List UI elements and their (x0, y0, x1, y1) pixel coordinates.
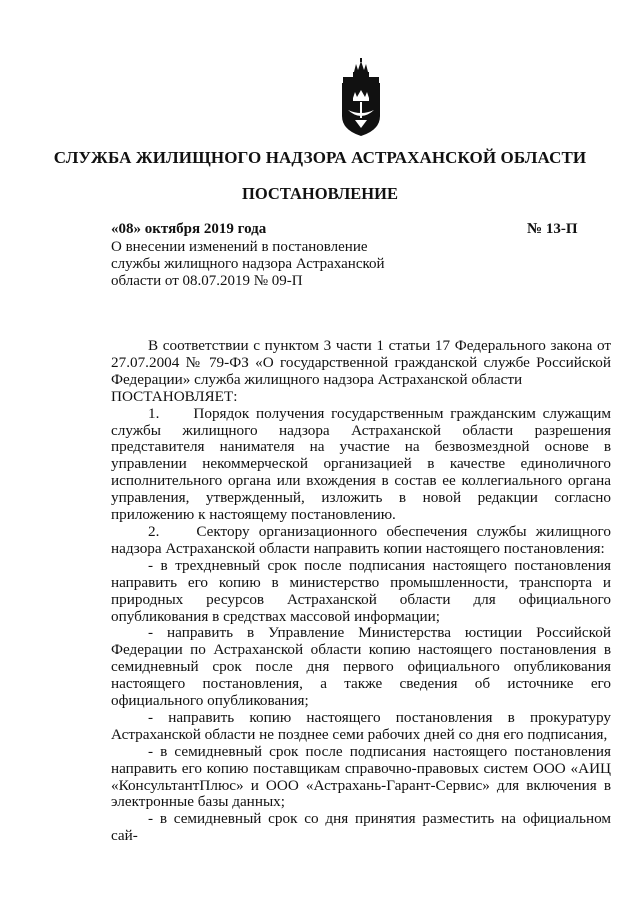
document-body (111, 338, 611, 845)
subject-line: области от 08.07.2019 № 09-П (111, 272, 303, 289)
subject-line: службы жилищного надзора Астраханской (111, 255, 385, 272)
bullet-paragraph: - направить копию настоящего постановления в прокуратуру Астраханской области не позднее семи рабочих дней со дня его подписания, (111, 708, 611, 743)
bullet-paragraph: - направить в Управление Министерства юстиции Российской Федерации по Астраханской области копию настоящего постановления в семидневный срок после дня первого официального опубликования настоящего постановления, а также сведения об источнике его официального опубликования; (111, 624, 611, 710)
document-date: «08» октября 2019 года (111, 221, 267, 237)
bullet-paragraph: - в семидневный срок после подписания настоящего постановления направить его копию поставщикам справочно-правовых систем ООО «АИЦ «КонсультантПлюс» и ООО «Астрахань-Гарант-Сервис» для включения в электронные базы данных; (111, 742, 611, 811)
document-number: № 13-П (527, 221, 578, 237)
bullet-paragraph: - в семидневный срок со дня принятия разместить на официальном сай- (111, 810, 611, 845)
coat-of-arms-icon (336, 58, 386, 138)
document-subject (111, 239, 411, 289)
document-type-title: ПОСТАНОВЛЕНИЕ (242, 184, 398, 203)
organization-title: СЛУЖБА ЖИЛИЩНОГО НАДЗОРА АСТРАХАНСКОЙ ОБЛАСТИ (53, 148, 587, 167)
item-1-paragraph: 1. Порядок получения государственным гражданским служащим службы жилищного надзора Астраханской области разрешения представителя нанимателя на участие на безвозмездной основе в управлении некоммерческой организацией в качестве единоличного исполнительного органа или вхождения в состав ее коллегиального органа управления, утвержденный, изложить в новой редакции согласно приложению к настоящему постановлению. (111, 404, 611, 524)
decree-word: ПОСТАНОВЛЯЕТ: (111, 387, 238, 405)
subject-line: О внесении изменений в постановление (111, 239, 368, 255)
item-2-paragraph: 2. Сектору организационного обеспечения службы жилищного надзора Астраханской области направить копии настоящего постановления: (111, 522, 611, 557)
preamble-paragraph: В соответствии с пунктом 3 части 1 статьи 17 Федерального закона от 27.07.2004 № 79-ФЗ «О государственной гражданской службе Российской Федерации» служба жилищного надзора Астраханской области (111, 337, 611, 388)
bullet-paragraph: - в трехдневный срок после подписания настоящего постановления направить его копию в министерство промышленности, транспорта и природных ресурсов Астраханской области для официального опубликования в средствах массовой информации; (111, 556, 611, 625)
